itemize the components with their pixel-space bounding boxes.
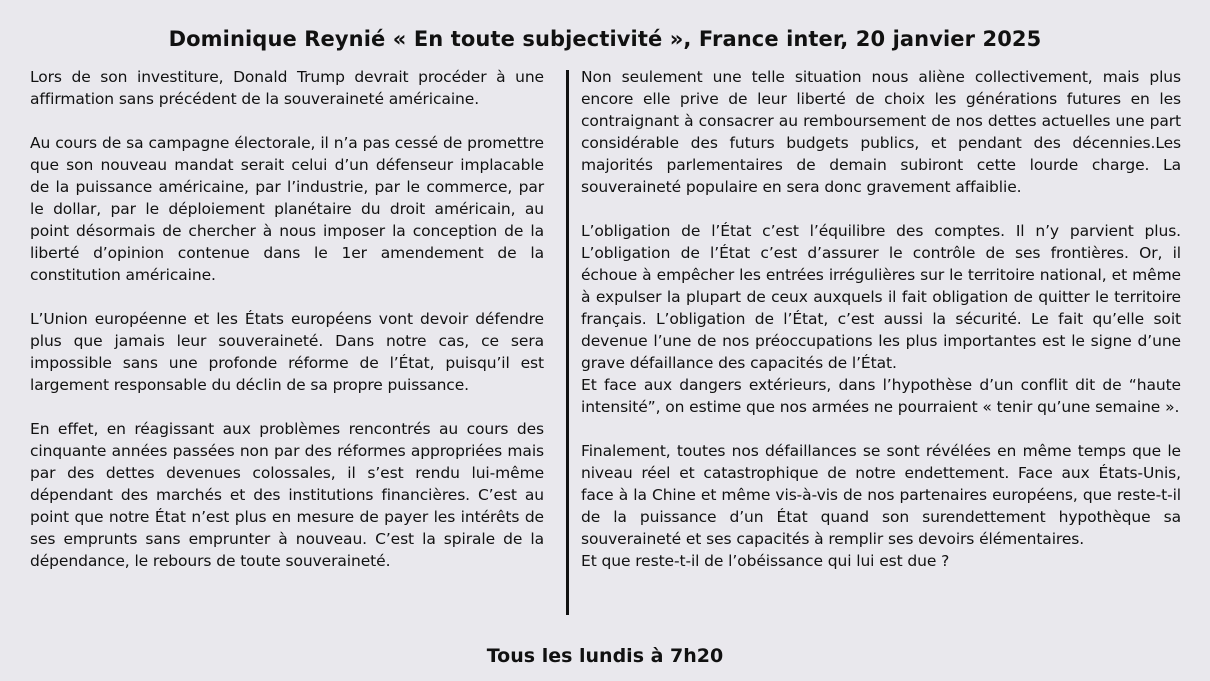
footer-schedule: Tous les lundis à 7h20: [486, 645, 724, 667]
paragraph: Au cours de sa campagne électorale, il n’a pas cessé de promettre que son nouveau mandat serait celui d’un défenseur implacable de la puissance américaine, par l’industrie, par le commerce, par le dollar, par le déploiement planétaire du droit américain, au point désormais de chercher à nous imposer la conception de la liberté d’opinion contenue dans le 1er amendement de la constitution américaine.: [30, 134, 544, 284]
paragraph: Lors de son investiture, Donald Trump devrait procéder à une affirmation sans précédent de la souveraineté américaine.: [30, 68, 544, 108]
paragraph: Et face aux dangers extérieurs, dans l’hypothèse d’un conflit dit de “haute intensité”, on estime que nos armées ne pourraient « tenir qu’une semaine ».: [581, 376, 1181, 416]
left-column: [30, 66, 544, 594]
paragraph: L’Union européenne et les États européens vont devoir défendre plus que jamais leur souveraineté. Dans notre cas, ce sera impossible sans une profonde réforme de l’État, puisqu’il est largement responsable du déclin de sa propre puissance.: [30, 310, 544, 394]
right-column: [581, 66, 1181, 572]
paragraph: En effet, en réagissant aux problèmes rencontrés au cours des cinquante années passées non par des réformes appropriées mais par des dettes devenues colossales, il s’est rendu lui-même dépendant des marchés et des institutions financières. C’est au point que notre État n’est plus en mesure de payer les intérêts de ses emprunts sans emprunter à nouveau. C’est la spirale de la dépendance, le rebours de toute souveraineté.: [30, 420, 544, 570]
column-divider: [566, 70, 569, 615]
paragraph: Et que reste-t-il de l’obéissance qui lui est due ?: [581, 552, 950, 570]
page-title: Dominique Reynié « En toute subjectivité », France inter, 20 janvier 2025: [168, 27, 1042, 51]
paragraph: L’obligation de l’État c’est l’équilibre des comptes. Il n’y parvient plus. L’obligation de l’État c’est d’assurer le contrôle de ses frontières. Or, il échoue à empêcher les entrées irrégulières sur le territoire national, et même à expulser la plupart de ceux auxquels il fait obligation de quitter le territoire français. L’obligation de l’État, c’est aussi la sécurité. Le fait qu’elle soit devenue l’une de nos préoccupations les plus importantes est le signe d’une grave défaillance des capacités de l’État.: [581, 222, 1181, 372]
paragraph: Non seulement une telle situation nous aliène collectivement, mais plus encore elle prive de leur liberté de choix les générations futures en les contraignant à consacrer au remboursement de nos dettes actuelles une part considérable des futurs budgets publics, et pendant des décennies.Les majorités parlementaires de demain subiront cette lourde charge. La souveraineté populaire en sera donc gravement affaiblie.: [581, 68, 1181, 196]
paragraph: Finalement, toutes nos défaillances se sont révélées en même temps que le niveau réel et catastrophique de notre endettement. Face aux États-Unis, face à la Chine et même vis-à-vis de nos partenaires européens, que reste-t-il de la puissance d’un État quand son surendettement hypothèque sa souveraineté et ses capacités à remplir ses devoirs élémentaires.: [581, 442, 1181, 548]
